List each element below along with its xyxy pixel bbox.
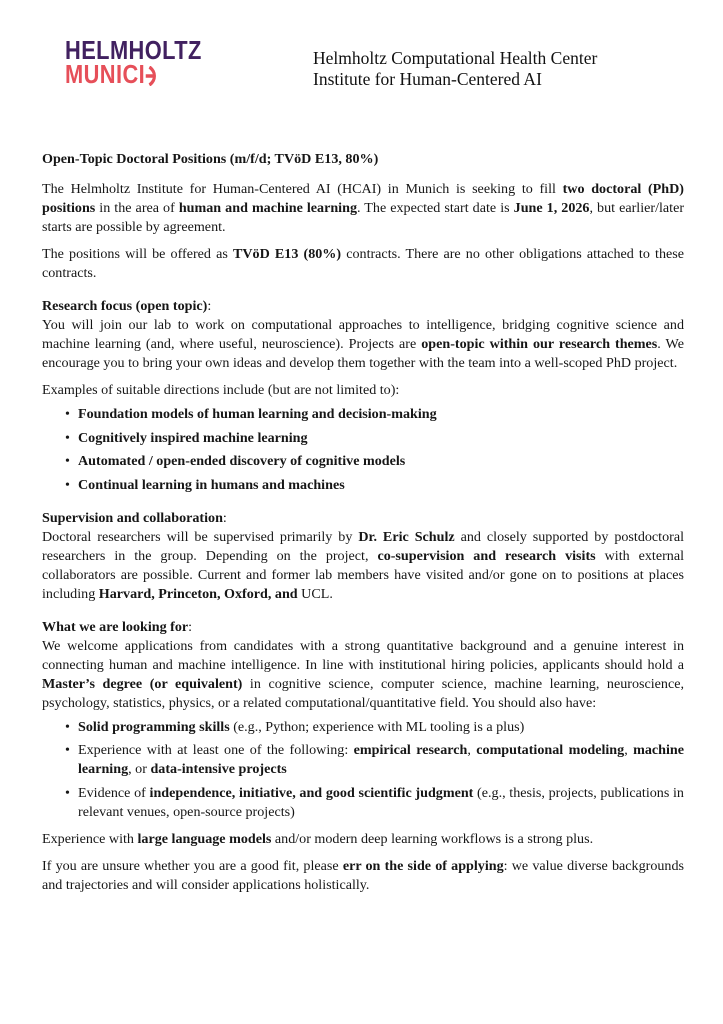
text-run: The Helmholtz Institute for Human-Centered AI (HCAI) in Munich is seeking to fill — [42, 181, 563, 197]
text-run: : — [222, 509, 227, 526]
text-run: in cognitive science, computer science, machine learning, neuroscience, psychology, statistics, physics, or a related computational/quantitative field. You should also have: — [42, 675, 685, 711]
masthead — [0, 35, 723, 98]
bold-text-run: Research focus (open topic) — [42, 298, 208, 314]
text-run: with external collaborators are possible. Current and former lab members have visited and/or gone on to positions at places including — [42, 547, 684, 602]
text-run: If you are unsure whether you are a good fit, please — [42, 857, 343, 874]
bold-text-run: Dr. Eric Schulz — [358, 528, 455, 545]
text-run: Examples of suitable directions include (but are not limited to): — [42, 382, 400, 398]
text-run: : — [207, 298, 212, 314]
bullet-item — [78, 429, 684, 448]
text-run: : — [188, 618, 193, 635]
bold-text-run: large language models — [137, 830, 272, 847]
bold-text-run: Continual learning in humans and machines — [78, 476, 345, 493]
research-focus-paragraph — [42, 316, 684, 373]
text-run: . We encourage you to bring your own ideas and develop them together with the team into a well-scoped PhD project. — [42, 336, 684, 371]
institute-header — [313, 48, 597, 90]
bullet-item — [78, 718, 684, 737]
bold-text-run: independence, initiative, and good scientific judgment — [149, 784, 474, 801]
bold-text-run: Solid programming skills — [78, 718, 230, 735]
requirements-list — [42, 718, 684, 822]
logo-munich-text — [65, 59, 202, 89]
encouragement-paragraph — [42, 857, 684, 895]
bold-text-run: data-intensive projects — [150, 761, 287, 777]
text-run: Experience with — [42, 830, 138, 847]
intro-paragraph — [42, 180, 684, 237]
text-run: We welcome applications from candidates with a strong quantitative background and a genuine interest in connecting human and machine intelligence. In line with institutional hiring policies, applicants should hold a — [42, 637, 684, 673]
bold-text-run: co-supervision and research visits — [377, 547, 596, 564]
contract-paragraph — [42, 245, 684, 283]
bold-text-run: Supervision and collaboration — [42, 509, 223, 526]
looking-for-heading — [42, 618, 684, 637]
bold-text-run: Open-Topic Doctoral Positions (m/f/d; TVöD E13, 80%) — [42, 151, 379, 167]
bullet-item — [78, 452, 684, 471]
bold-text-run: Automated / open-ended discovery of cognitive models — [78, 453, 406, 469]
research-directions-list — [42, 405, 684, 495]
text-run: UCL. — [297, 585, 333, 602]
document-body — [42, 150, 684, 895]
bold-text-run: TVöD E13 (80%) — [232, 246, 342, 262]
bold-text-run: open-topic within our research themes — [421, 336, 658, 352]
bold-text-run: human and machine learning — [178, 200, 357, 216]
bullet-item — [78, 476, 684, 495]
research-focus-heading — [42, 297, 684, 316]
text-run: , but earlier/later starts are possible by agreement. — [42, 200, 685, 235]
text-run: : we value diverse backgrounds and trajectories and will consider applications holistically. — [42, 857, 684, 893]
text-run: contracts. There are no other obligations attached to these contracts. — [42, 246, 684, 281]
bold-text-run: empirical research — [353, 742, 468, 758]
llm-paragraph — [42, 830, 684, 849]
text-run: and/or modern deep learning workflows is a strong plus. — [271, 830, 594, 847]
text-run: Evidence of — [78, 784, 150, 801]
logo-munich-prefix: MUNICI — [65, 59, 146, 89]
text-run: You will join our lab to work on computational approaches to intelligence, bridging cognitive science and machine learning (and, where useful, neuroscience). Projects are — [42, 317, 684, 352]
bold-text-run: machine learning — [78, 742, 684, 777]
text-run: (e.g., thesis, projects, publications in relevant venues, open-source projects) — [78, 784, 684, 820]
text-run: Doctoral researchers will be supervised primarily by — [42, 528, 359, 545]
text-run: Experience with at least one of the following: — [78, 742, 354, 758]
text-run: , — [467, 742, 477, 758]
munich-stylized-h-arrow-icon — [146, 66, 159, 86]
bullet-item — [78, 405, 684, 424]
text-run: . The expected start date is — [357, 200, 514, 216]
text-run: in the area of — [95, 200, 179, 216]
text-run: (e.g., Python; experience with ML tooling is a plus) — [229, 718, 525, 735]
supervision-heading — [42, 509, 684, 528]
bold-text-run: err on the side of applying — [342, 857, 504, 874]
bold-text-run: Master’s degree (or equivalent) — [42, 675, 243, 692]
institute-header-line2: Institute for Human-Centered AI — [313, 69, 542, 89]
job-title — [42, 150, 684, 169]
bold-text-run: What we are looking for — [42, 618, 189, 635]
text-run: The positions will be offered as — [42, 246, 233, 262]
supervision-paragraph — [42, 528, 684, 604]
bold-text-run: Foundation models of human learning and decision-making — [78, 406, 437, 422]
text-run: and closely supported by postdoctoral researchers in the group. Depending on the project, — [42, 528, 684, 564]
looking-for-paragraph — [42, 637, 684, 713]
bold-text-run: Cognitively inspired machine learning — [78, 429, 308, 446]
examples-intro — [42, 381, 684, 400]
bullet-item — [78, 784, 684, 822]
helmholtz-munich-logo — [65, 35, 202, 89]
bold-text-run: Harvard, Princeton, Oxford, and — [98, 585, 298, 602]
logo-helmholtz-text: HELMHOLTZ — [65, 35, 202, 65]
bold-text-run: June 1, 2026 — [513, 200, 590, 216]
bullet-item — [78, 741, 684, 779]
bold-text-run: computational modeling — [476, 742, 625, 758]
text-run: , or — [128, 761, 151, 777]
text-run: , — [624, 742, 634, 758]
institute-header-line1: Helmholtz Computational Health Center — [313, 48, 598, 68]
bold-text-run: two doctoral (PhD) positions — [42, 181, 684, 216]
